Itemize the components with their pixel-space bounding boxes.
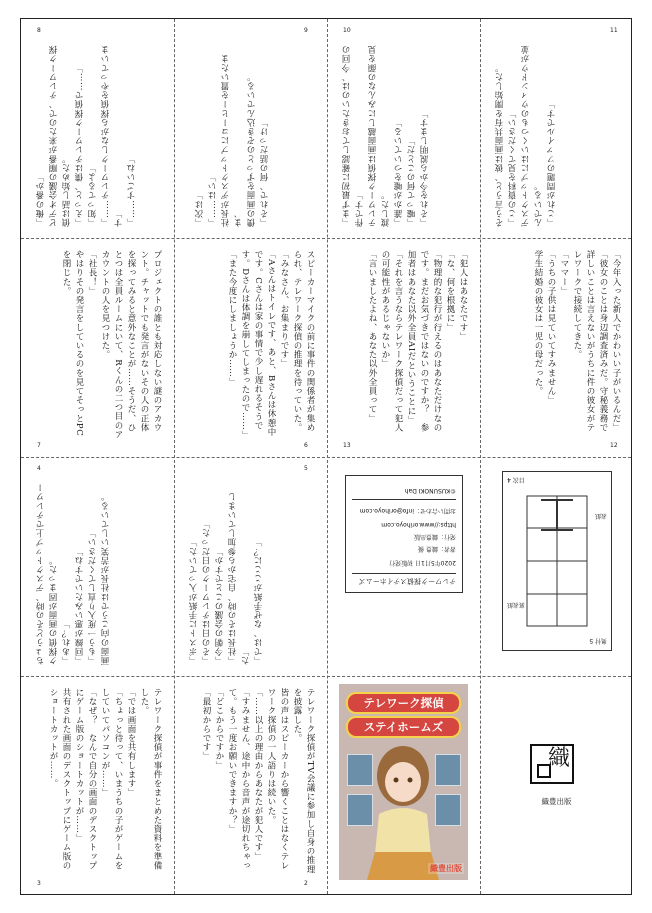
divider: [352, 499, 456, 500]
page-text: 「犯人はあなたです」 「な、何を根拠に」 「物理的な犯行が行えるのはあなただけなのです。まだお気づきではないのですか？ 参加者はあなた以外全員AIだということに」 「それを言うならテレワーク探偵だって犯人の可能性があるじゃないか」 「言いましたよね、あなた以外全員って」: [367, 250, 468, 432]
page-13: [327, 238, 480, 457]
page-number: 10: [343, 27, 351, 34]
back-cover: [480, 676, 633, 895]
page-number: 5: [304, 465, 308, 472]
character-illustration: [339, 684, 468, 880]
publisher-name: 織豊出版: [541, 797, 572, 806]
guide-label: 目次 4: [507, 476, 525, 483]
page-10: [327, 19, 480, 238]
cover-illustration: [339, 684, 468, 880]
page-text: 「ポストに手紙が入っていた」 「その日はテレワークの日だった」 「今朝の会議のことですか」 「社長はその時、自宅から参加していました」 「では、なぜ手紙がここに？」: [189, 492, 264, 665]
page-6: [174, 238, 327, 457]
page-number: 2: [304, 880, 308, 887]
page-text: そう言うと、彼は画面共有を開始した。 「この資料を見てください」 デスクトップにはいくつものウィンドウが並んでいる。 「これが問題のファイルです」: [495, 45, 557, 227]
page-number: 7: [37, 442, 41, 449]
guide-label: 表紙: [594, 512, 607, 519]
guide-label: 裏表紙: [507, 601, 526, 608]
colophon-title: テレワーク探偵ステイホームズ: [358, 577, 456, 585]
page-text: 「俺の番か」 ビデオ会議の順番が来たので、テレワーク探偵は話し始めた。 「えっと、僕はテレワーク探偵で……」 「知ってるよ」 「……テレワークしながら探偵をやっています」 「……すごいね」: [36, 45, 137, 227]
cover-subtitle: 織豊出版: [430, 864, 462, 873]
guide-label: 奥付 5: [589, 637, 607, 644]
page-number: 12: [610, 442, 618, 449]
colophon-url: https://www.orihoyo.com: [381, 521, 456, 528]
folding-guide: [502, 471, 612, 651]
page-text: 「次は」 「……はい」 社長がデスクトップにコーヒーを置いたまま、 僕の画面をずっとのぞき込んでいる。 「それで、何の話だっけ」: [195, 54, 270, 227]
page-number: 11: [610, 27, 618, 34]
page-text: ちょうどその時、デスクトップ上でテレワーク探偵の画面が固まった。 「あれ？」 「回線が悪いみたいですね」 「もう一度入り直してください」 画面の向こうでは社長が苦笑いしている。: [36, 483, 111, 665]
page-number: 8: [37, 27, 41, 34]
page-text: テレワーク探偵が事件をまとめた資料を準備した。 「では画面を共有します」 「ちょっと待って、いまうちの子がゲームをしていてパソコンが……」 「なぜ？ なんで自分の画面のデスクトップにゲーム版のショートカットが……」 共有された画面のデスクトップにゲーム版のショートカットが……。: [48, 688, 162, 870]
folding-diagram: [503, 472, 611, 650]
page-12: [480, 238, 633, 457]
page-text: 「まず最初に確認しておきたいのは、今回の件です」 テレワーク探偵は画面越しにみんなの顔を見渡した。 「誰かが嘘をついている」 「嘘って何のことだ」 「それを今から説明します」: [342, 45, 430, 227]
colophon-page: [327, 457, 480, 676]
page-4: [21, 457, 174, 676]
colophon-date: 2020年5月1日 初版発行: [389, 559, 456, 566]
page-5: [174, 457, 327, 676]
imposition-sheet: [20, 18, 632, 895]
page-number: 6: [304, 442, 308, 449]
logo-box-shape: [537, 764, 551, 778]
page-9: [174, 19, 327, 238]
page-number: 13: [343, 442, 351, 449]
page-3: [21, 676, 174, 895]
cover-title-line2: ステイホームズ: [346, 716, 461, 738]
page-7: [21, 238, 174, 457]
front-cover: [327, 676, 480, 895]
logo-glyph: 織: [547, 746, 570, 771]
page-8: [21, 19, 174, 238]
colophon-circle: ©KUSUNOKI Dah: [404, 487, 456, 494]
colophon-contact: お問い合わせ：info@orihoyo.com: [359, 507, 456, 514]
page-11: [480, 19, 633, 238]
colophon-box: [345, 475, 463, 593]
publisher-logo: [530, 744, 574, 784]
page-number: 3: [37, 880, 41, 887]
colophon-author: 著者：織豊 優: [418, 545, 456, 552]
page-2: [174, 676, 327, 895]
page-text: プロジェクトの誰とも対応しない謎のアカウント。チャットでも発言がないその人の正体を探ってみると意外なことが……そうだ、ひとつは全員ルームにいて、Rくんの二つ目のアカウントの人を見つけた。 「社長！」 やはりその発言をしているのを見てそっとPCを閉じた。: [61, 250, 162, 439]
divider: [352, 573, 456, 574]
page-text: テレワーク探偵がTV会議に参加し自身の推理を披露した。 皆の声はスピーカーから響くことはなくテレワーク探偵の一人語りは続いた。 「……以上の理由からあなたが犯人です」 「すみません、途中から音声が途切れちゃって。もう一度お願いできますか？」 「どこからですか」 「最初からです」: [201, 688, 315, 874]
page-number: 9: [304, 27, 308, 34]
page-number: 4: [37, 465, 41, 472]
page-text: 「今年入った新人でかわいい子がいるんだ」 「彼女のことは身辺調査済みだ。守秘義務で詳しいことは言えないがうちに件の彼女がテレワークで接続してきた。 「ママー」 「うちの子供は見ていてすみません」 学生結婚の彼女は一児の母だった。: [533, 250, 621, 432]
folding-guide-page: [480, 457, 633, 676]
colophon-publisher: 発行：織豊出版: [413, 533, 456, 540]
cover-title-line1: テレワーク探偵: [346, 692, 461, 714]
page-text: スピーカーマイクの前に事件の関係者が集められ、テレワーク探偵の推理を待っていた。 「みなさん、お集まりです」 「Aさんはトイレです、あと、Bさんは休憩中です。Cさんは家の事情で少し遅れるそうです。Dさんは体調を崩してしまったので……」 「また今度にしましょうか……」: [227, 250, 315, 440]
